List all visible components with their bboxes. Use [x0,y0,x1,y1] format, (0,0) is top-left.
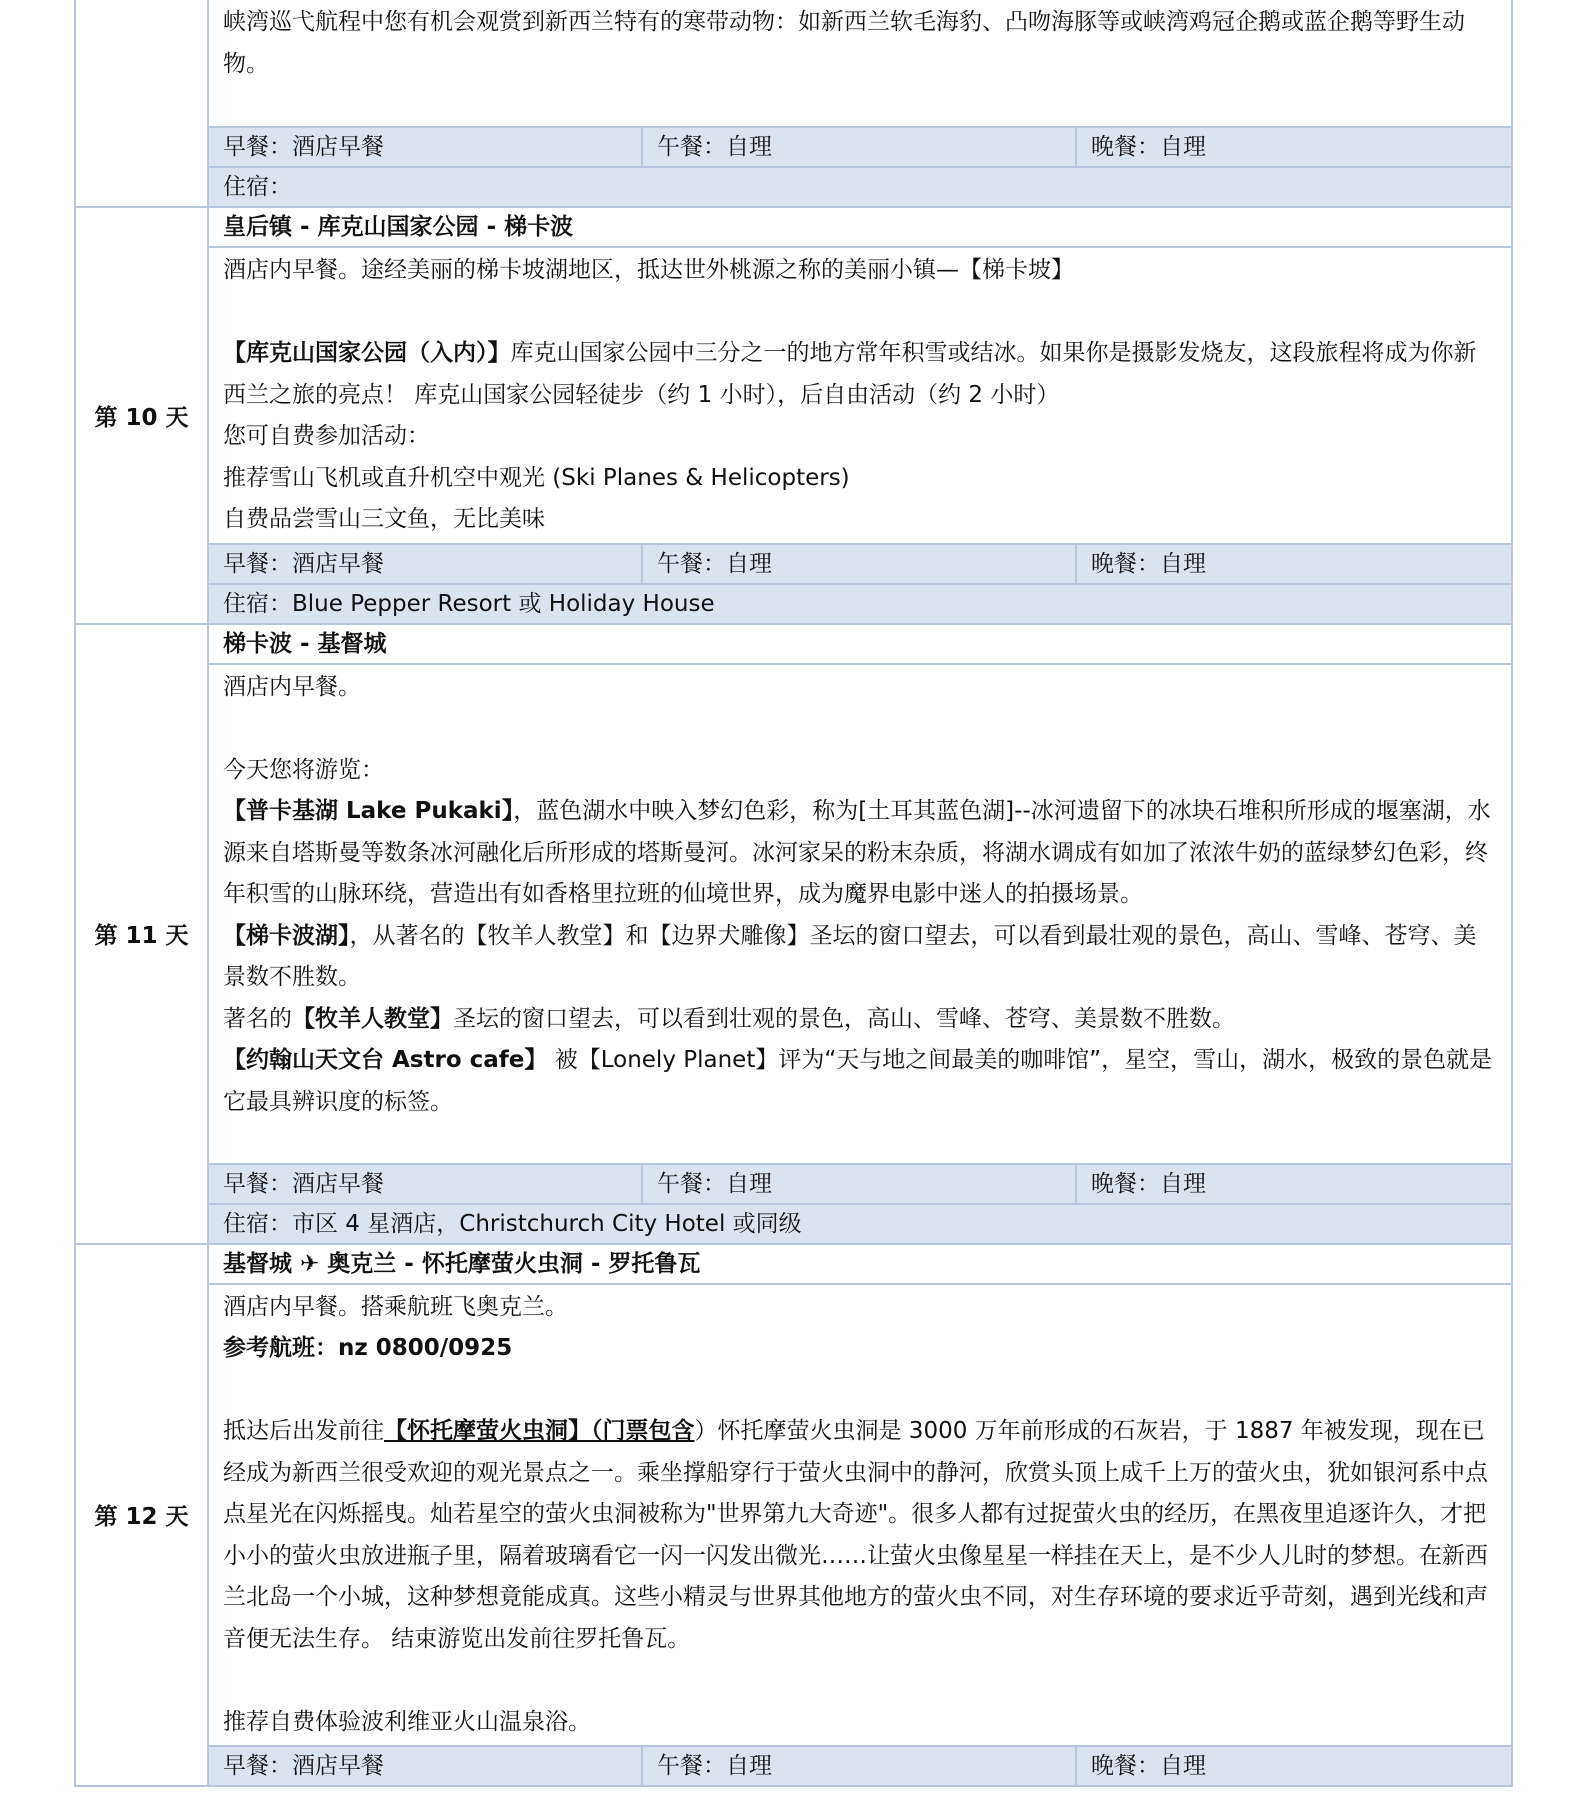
day-11-dinner: 晚餐：自理 [1076,1164,1512,1204]
day-10-p1: 酒店内早餐。途经美丽的梯卡坡湖地区，抵达世外桃源之称的美丽小镇—【梯卡坡】 [223,257,1074,283]
day-9-dinner: 晚餐：自理 [1076,127,1512,167]
day-11-title: 梯卡波 - 基督城 [208,624,1512,664]
day-9-cell [75,0,208,207]
day-11-p2: 今天您将游览： [223,756,384,783]
day-10-p2 [223,333,1497,416]
day-11-p3-text: ，蓝色湖水中映入梦幻色彩，称为[土耳其蓝色湖]--冰河遗留下的冰块石堆积所形成的堰塞湖，水源来自塔斯曼等数条冰河融化后所形成的塔斯曼河。冰河家呆的粉末杂质，将湖水调成有如加了浓浓牛奶的蓝绿梦幻色彩，终年积雪的山脉环绕，营造出有如香格里拉班的仙境世界，成为魔界电影中迷人的拍摄场景。 [223,798,1491,907]
day-11-label: 第 11 天 [75,624,208,1244]
itinerary-page [74,0,1511,1787]
itinerary-table [74,0,1513,1787]
day-10-dinner: 晚餐：自理 [1076,544,1512,584]
day-12-p3-text: ）怀托摩萤火虫洞是 3000 万年前形成的石灰岩，于 1887 年被发现，现在已经成为新西兰很受欢迎的观光景点之一。乘坐撑船穿行于萤火虫洞中的静河，欣赏头顶上成千上万的萤火虫，犹如银河系中点点星光在闪烁摇曳。灿若星空的萤火虫洞被称为"世界第九大奇迹"。很多人都有过捉萤火虫的经历，在黑夜里追逐许久，才把小小的萤火虫放进瓶子里，隔着玻璃看它一闪一闪发出微光……让萤火虫像星星一样挂在天上，是不少人儿时的梦想。在新西兰北岛一个小城，这种梦想竟能成真。这些小精灵与世界其他地方的萤火虫不同，对生存环境的要求近乎苛刻，遇到光线和声音便无法生存。 结束游览出发前往罗托鲁瓦。 [223,1418,1488,1652]
day-11-lunch: 午餐：自理 [642,1164,1076,1204]
day-10-body [208,247,1512,544]
day-11-p1: 酒店内早餐。 [223,673,361,700]
day-11-stay: 住宿：市区 4 星酒店，Christchurch City Hotel 或同级 [208,1204,1512,1244]
day-11-p3-highlight: 【普卡基湖 Lake Pukaki】 [223,798,514,824]
day-10-label: 第 10 天 [75,207,208,624]
day-10-p4: 推荐雪山飞机或直升机空中观光 (Ski Planes & Helicopters) [223,464,850,491]
day-10-p2-text: 库克山国家公园中三分之一的地方常年积雪或结冰。如果你是摄影发烧友，这段旅程将成为你新西兰之旅的亮点！ 库克山国家公园轻徒步（约 1 小时），后自由活动（约 2 小时） [223,340,1477,408]
day-9-breakfast: 早餐：酒店早餐 [208,127,642,167]
day-9-text: 峡湾巡弋航程中您有机会观赏到新西兰特有的寒带动物：如新西兰软毛海豹、凸吻海豚等或峡湾鸡冠企鹅或蓝企鹅等野生动物。 [223,9,1465,77]
day-12-p3 [223,1411,1497,1660]
day-9-stay: 住宿： [208,167,1512,207]
day-12-p3-pre: 抵达后出发前往 [223,1418,384,1444]
day-11-p5-highlight: 【牧羊人教堂】 [292,1005,453,1032]
day-12-label: 第 12 天 [75,1244,208,1787]
day-12-breakfast: 早餐：酒店早餐 [208,1746,642,1786]
day-12-flight: 参考航班：nz 0800/0925 [223,1335,513,1361]
day-11-body [208,664,1512,1164]
day-12-p4: 推荐自费体验波利维亚火山温泉浴。 [223,1708,591,1735]
day-10-p3: 您可自费参加活动： [223,423,430,449]
day-10-title: 皇后镇 - 库克山国家公园 - 梯卡波 [208,207,1512,247]
day-10-p5: 自费品尝雪山三文鱼，无比美味 [223,506,545,532]
day-12-lunch: 午餐：自理 [642,1746,1076,1786]
day-12-dinner: 晚餐：自理 [1076,1746,1512,1786]
day-10-breakfast: 早餐：酒店早餐 [208,544,642,584]
day-9-lunch: 午餐：自理 [642,127,1076,167]
day-11-p4-highlight: 【梯卡波湖】 [223,922,350,949]
day-10-stay: 住宿：Blue Pepper Resort 或 Holiday House [208,584,1512,624]
day-11-p6-highlight: 【约翰山天文台 Astro cafe】 [223,1047,548,1073]
day-12-p1: 酒店内早餐。搭乘航班飞奥克兰。 [223,1293,568,1320]
day-11-p4 [223,916,1497,999]
day-10-p2-highlight: 【库克山国家公园（入内）】 [223,340,511,366]
day-9-body [208,0,1512,127]
day-11-p5-pre: 著名的 [223,1005,292,1032]
day-10-lunch: 午餐：自理 [642,544,1076,584]
day-11-p5-text: 圣坛的窗口望去，可以看到壮观的景色，高山、雪峰、苍穹、美景数不胜数。 [453,1005,1235,1032]
day-11-p5 [223,999,1497,1041]
day-11-p3 [223,791,1497,916]
day-11-p4-text: ，从著名的【牧羊人教堂】和【边界犬雕像】圣坛的窗口望去，可以看到最壮观的景色，高山、雪峰、苍穹、美景数不胜数。 [223,922,1477,990]
day-12-title: 基督城 ✈ 奥克兰 - 怀托摩萤火虫洞 - 罗托鲁瓦 [208,1244,1512,1284]
day-11-breakfast: 早餐：酒店早餐 [208,1164,642,1204]
day-12-p3-highlight: 【怀托摩萤火虫洞】（门票包含 [384,1418,695,1444]
day-11-p6 [223,1040,1497,1123]
day-11-p6-text: 被【Lonely Planet】评为“天与地之间最美的咖啡馆”，星空，雪山，湖水，极致的景色就是它最具辨识度的标签。 [223,1047,1493,1115]
day-12-body [208,1284,1512,1747]
